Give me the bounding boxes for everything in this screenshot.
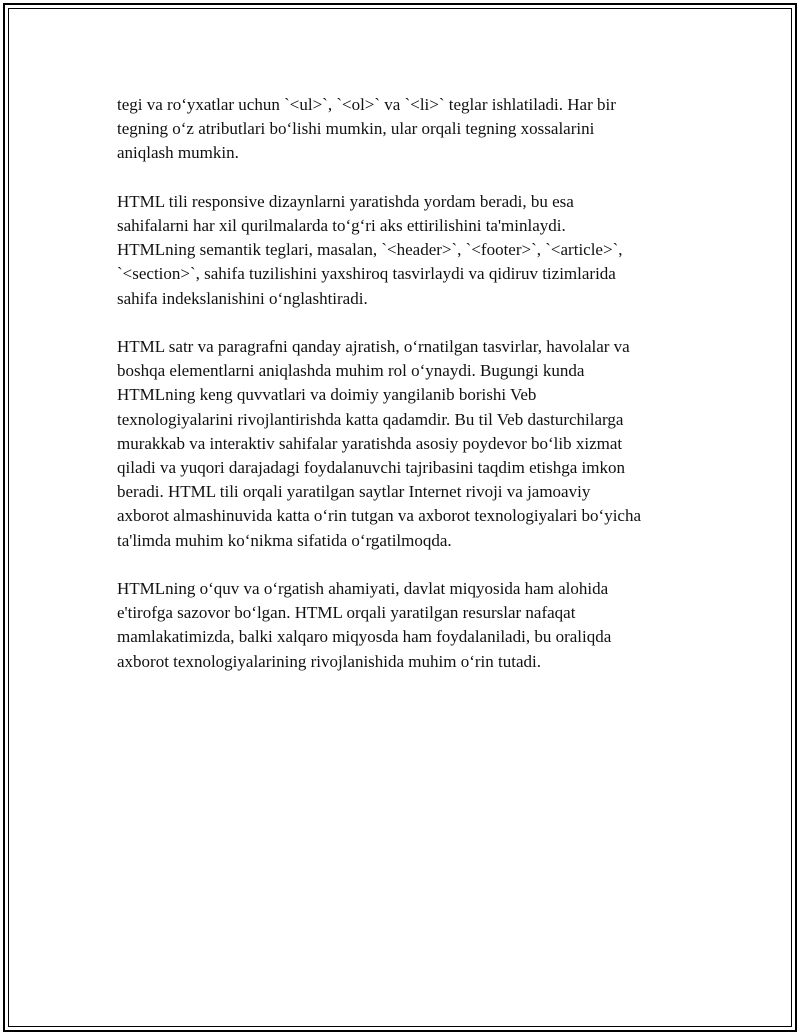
document-body [117,93,702,698]
text-line: axborot texnologiyalarining rivojlanishida muhim o‘rin tutadi. [117,651,541,671]
text-line: HTML satr va paragrafni qanday ajratish, o‘rnatilgan tasvirlar, havolalar va [117,337,630,356]
paragraph-1 [117,93,702,166]
text-line: beradi. HTML tili orqali yaratilgan saytlar Internet rivoji va jamoaviy [117,482,591,502]
text-line: HTMLning o‘quv va o‘rgatish ahamiyati, davlat miqyosida ham alohida [117,579,609,599]
text-line: ta'limda muhim ko‘nikma sifatida o‘rgatilmoqda. [117,530,452,550]
text-line: tegning o‘z atributlari bo‘lishi mumkin, ular orqali tegning xossalarini [117,119,595,139]
text-line: texnologiyalarini rivojlantirishda katta qadamdir. Bu til Veb dasturchilarga [117,409,624,429]
text-line: mamlakatimizda, balki xalqaro miqyosda ham foydalaniladi, bu oraliqda [117,627,612,647]
text-line: tegi va ro‘yxatlar uchun `<ul>`, `<ol>` va `<li>` teglar ishlatiladi. Har bir [117,95,616,114]
text-line: qiladi va yuqori darajadagi foydalanuvchi tajribasini taqdim etishga imkon [117,458,625,478]
text-line: e'tirofga sazovor bo‘lgan. HTML orqali yaratilgan resurslar nafaqat [117,603,576,623]
text-line: HTMLning semantik teglari, masalan, `<header>`, `<footer>`, `<article>`, [117,240,623,260]
paragraph-4 [117,577,702,674]
text-line: aniqlash mumkin. [117,143,239,163]
paragraph-3 [117,335,702,553]
text-line: sahifa indekslanishini o‘nglashtiradi. [117,288,368,308]
text-line: `<section>`, sahifa tuzilishini yaxshiroq tasvirlaydi va qidiruv tizimlarida [117,264,616,284]
text-line: murakkab va interaktiv sahifalar yaratishda asosiy poydevor bo‘lib xizmat [117,433,623,453]
paragraph-2 [117,190,702,311]
text-line: axborot almashinuvida katta o‘rin tutgan va axborot texnologiyalari bo‘yicha [117,506,642,526]
text-line: sahifalarni har xil qurilmalarda to‘g‘ri aks ettirilishini ta'minlaydi. [117,216,566,235]
text-line: HTMLning keng quvvatlari va doimiy yangilanib borishi Veb [117,385,537,405]
text-line: HTML tili responsive dizaynlarni yaratishda yordam beradi, bu esa [117,191,574,211]
text-line: boshqa elementlarni aniqlashda muhim rol o‘ynaydi. Bugungi kunda [117,361,585,381]
